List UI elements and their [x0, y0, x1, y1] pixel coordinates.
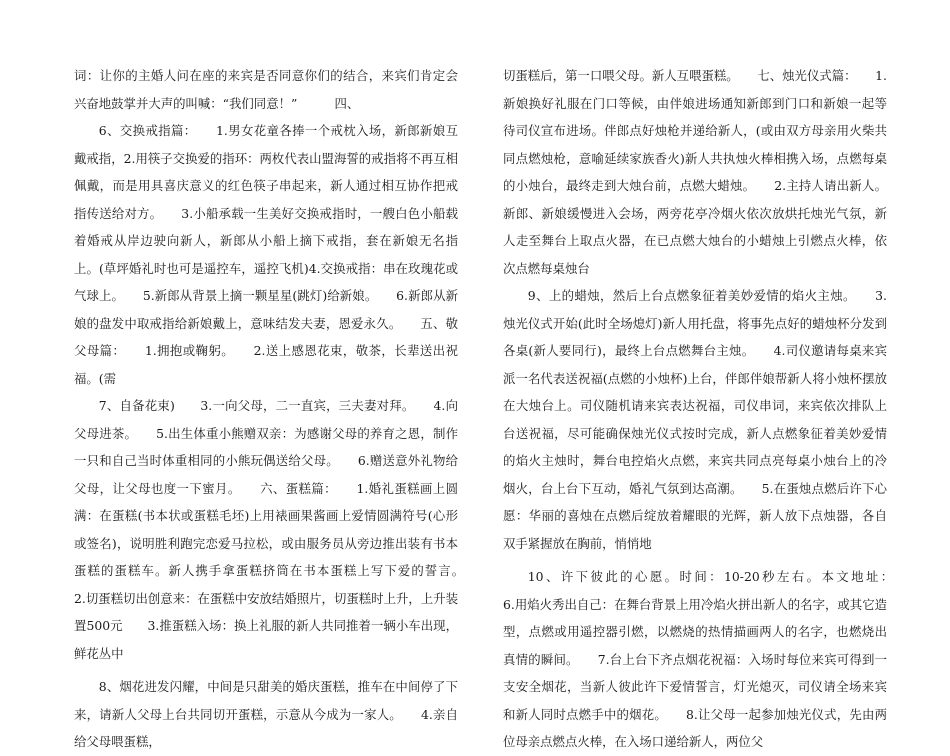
paragraph-fireworks-cake: 8、烟花进发闪耀，中间是只甜美的婚庆蛋糕，推车在中间停了下来，请新人父母上台共同切开蛋糕，示意从今成为一家人。 4.亲自给父母喂蛋糕， [74, 679, 458, 749]
right-column [503, 62, 937, 756]
paragraph-wishes-fireworks: 10、许下彼此的心愿。时间：10-20秒左右。本文地址： 6.用焰火秀出自己：在舞台背景上用冷焰火拼出新人的名字，或其它造型，点燃或用遥控器引燃，以燃烧的热情描画两人的名字，也燃烧出真情的瞬间。 7.台上台下齐点烟花祝福：入场时每位来宾可得到一支安全烟花，当新人彼此许下爱情誓言，灯光熄灭，司仪请全场来宾和新人同时点燃手中的烟花。 8.让父母一起参加烛光仪式，先由两位母亲点燃点火棒，在入场口递给新人，两位父 [503, 569, 937, 749]
left-column [74, 62, 483, 756]
paragraph-ring-exchange: 6、交换戒指篇： 1.男女花童各捧一个戒枕入场，新郎新娘互戴戒指，2.用筷子交换爱的指环：两枚代表山盟海誓的戒指将不再互相佩戴，而是用具喜庆意义的红色筷子串起来，新人通过相互协作把戒指传送给对方。 3.小船承载一生美好交换戒指时，一艘白色小船载着婚戒从岸边驶向新人，新郎从小船上摘下戒指，套在新娘无名指上。(草坪婚礼时也可是遥控车，遥控飞机)4.交换戒指：串在玫瑰花或气球上。 5.新郎从背景上摘一颗星星(跳灯)给新娘。 6.新郎从新娘的盘发中取戒指给新娘戴上，意味结发夫妻，恩爱永久。 五、敬父母篇： 1.拥抱或鞠躬。 2.送上感恩花束，敬茶，长辈送出祝福。(需 [74, 123, 458, 386]
paragraph-main-candle: 9、上的蜡烛，然后上台点燃象征着美妙爱情的焰火主烛。 3.烛光仪式开始(此时全场熄灯)新人用托盘，将事先点好的蜡烛杯分发到各桌(新人要同行)，最终上台点燃舞台主烛。 4.司仪邀请每桌来宾派一名代表送祝福(点燃的小烛杯)上台，伴郎伴娘帮新人将小烛杯摆放在大烛台上。司仪随机请来宾表达祝福，司仪串词，来宾依次排队上台送祝福，尽可能确保烛光仪式按时完成，新人点燃象征着美妙爱情的焰火主烛时，舞台电控焰火点燃，来宾共同点亮每桌小烛台上的冷烟火，台上台下互动，婚礼气氛到达高潮。 5.在蛋烛点燃后许下心愿：华丽的喜烛在点燃后绽放着耀眼的光辉，新人放下点烛器，各自双手紧握放在胸前，悄悄地 [503, 288, 887, 551]
paragraph-intro: 词：让你的主婚人问在座的来宾是否同意你们的结合，来宾们肯定会兴奋地鼓掌并大声的叫喊：“我们同意！” 四、 [74, 68, 458, 111]
paragraph-parents-cake: 7、自备花束) 3.一向父母，二一直宾，三夫妻对拜。 4.向父母进茶。 5.出生体重小熊赠双亲：为感谢父母的养育之恩，制作一只和自己当时体重相同的小熊玩偶送给父母。 6.赠送意外礼物给父母，让父母也度一下蜜月。 六、蛋糕篇： 1.婚礼蛋糕画上圆满：在蛋糕(书本状或蛋糕毛坯)上用裱画果酱画上爱情圆满符号(心形或签名)，说明胜利跑完恋爱马拉松，或由服务员从旁边推出装有书本蛋糕的蛋糕车。新人携手拿蛋糕挤筒在书本蛋糕上写下爱的誓言。 2.切蛋糕切出创意来：在蛋糕中安放结婚照片，切蛋糕时上升，上升装置500元 3.推蛋糕入场：换上礼服的新人共同推着一辆小车出现，鲜花丛中 [74, 398, 483, 661]
paragraph-candle-ceremony: 切蛋糕后，第一口喂父母。新人互喂蛋糕。 七、烛光仪式篇： 1.新娘换好礼服在门口等候，由伴娘进场通知新郎到门口和新娘一起等待司仪宣布进场。伴郎点好烛枪并递给新人，(或由双方母亲用火柴共同点燃烛枪，意喻延续家族香火)新人共执烛火棒相携入场，点燃每桌的小烛台，最终走到大烛台前，点燃大蜡烛。 2.主持人请出新人。新郎、新娘缓慢进入会场，两旁花亭冷烟火依次放烘托烛光气氛，新人走至舞台上取点火器，在已点燃大烛台的小蜡烛上引燃点火棒，依次点燃每桌烛台 [503, 68, 887, 276]
